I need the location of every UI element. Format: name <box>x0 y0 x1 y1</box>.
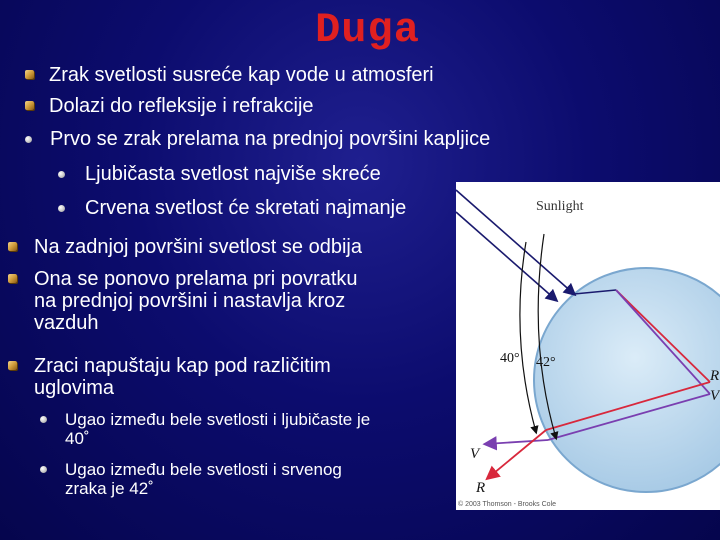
bullet-item <box>8 236 362 258</box>
bullet-item <box>8 355 331 399</box>
angle-arc-violet <box>520 242 536 432</box>
sub-bullet-item <box>58 163 381 185</box>
bullet-dot-icon <box>25 136 32 143</box>
bullet-text-block <box>65 460 342 498</box>
bullet-text-block <box>34 355 331 399</box>
bullet-text: Dolazi do refleksije i refrakcije <box>49 95 314 117</box>
bullet-cube-icon <box>25 101 34 110</box>
bullet-text: Na zadnjoj površini svetlost se odbija <box>34 236 362 258</box>
bullet-dot-icon <box>40 466 47 473</box>
bullet-text-line: na prednjoj površini i nastavlja kroz <box>34 290 346 312</box>
sub-bullet-item <box>58 197 406 219</box>
sunlight-label: Sunlight <box>536 199 584 214</box>
label-r-exit: R <box>476 480 486 496</box>
bullet-text-line: Ugao između bele svetlosti i ljubičaste je <box>65 410 371 429</box>
bullet-cube-icon <box>8 242 17 251</box>
angle-label-red: 42° <box>536 355 556 370</box>
bullet-text-block <box>34 268 358 334</box>
red-ray-exit <box>488 430 546 478</box>
bullet-text: Crvena svetlost će skretati najmanje <box>85 197 407 219</box>
bullet-dot-icon <box>58 171 65 178</box>
label-v-exit: V <box>470 446 480 462</box>
bullet-item <box>25 95 314 117</box>
bullet-cube-icon <box>8 361 17 370</box>
sub-bullet-item <box>40 460 342 498</box>
raindrop-diagram <box>456 182 720 510</box>
bullet-text: Prvo se zrak prelama na prednjoj površini kapljice <box>50 128 491 150</box>
bullet-text: Zrak svetlosti susreće kap vode u atmosferi <box>49 64 434 86</box>
violet-ray-exit <box>486 440 548 444</box>
bullet-cube-icon <box>8 274 17 283</box>
slide-title: Duga <box>315 6 420 54</box>
bullet-text-line: Ona se ponovo prelama pri povratku <box>34 268 358 290</box>
raindrop-figure <box>456 182 720 510</box>
bullet-text-block <box>65 410 370 448</box>
bullet-dot-icon <box>40 416 47 423</box>
bullet-item <box>25 128 490 150</box>
bullet-dot-icon <box>58 205 65 212</box>
bullet-item <box>8 268 358 334</box>
bullet-item <box>25 64 434 86</box>
label-r-right: R <box>710 368 720 384</box>
bullet-text-line: zraka je 42˚ <box>65 479 154 498</box>
bullet-text-line: 40˚ <box>65 429 90 448</box>
angle-label-violet: 40° <box>500 351 520 366</box>
bullet-text: Ljubičasta svetlost najviše skreće <box>85 163 381 185</box>
copyright-text: © 2003 Thomson - Brooks Cole <box>458 501 557 508</box>
bullet-cube-icon <box>25 70 34 79</box>
bullet-text-line: Zraci napuštaju kap pod različitim <box>34 355 331 377</box>
bullet-text-line: vazduh <box>34 312 99 334</box>
bullet-text-line: Ugao između bele svetlosti i srvenog <box>65 460 342 479</box>
label-v-right: V <box>710 388 720 404</box>
bullet-text-line: uglovima <box>34 377 115 399</box>
sub-bullet-item <box>40 410 370 448</box>
